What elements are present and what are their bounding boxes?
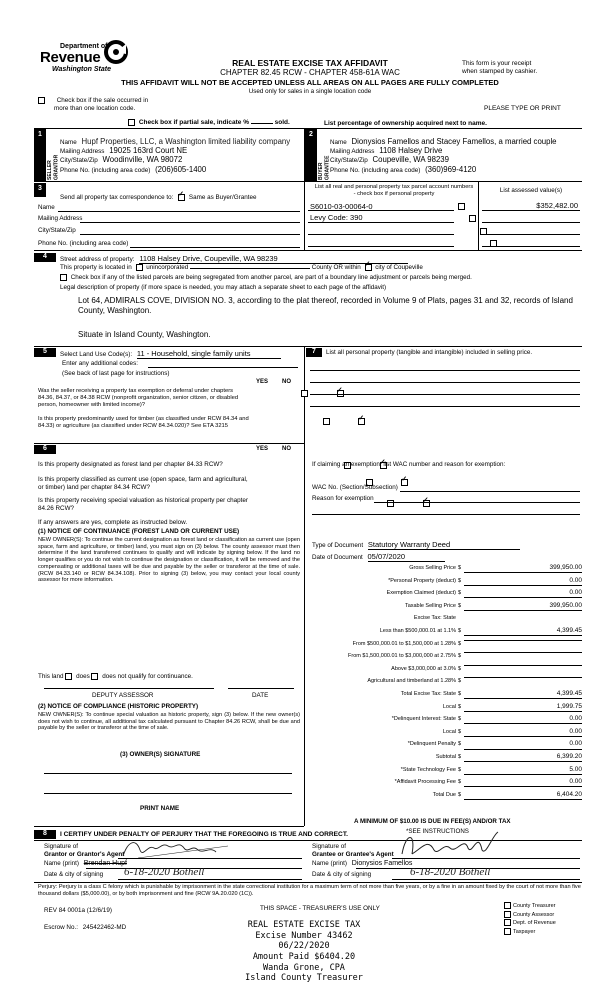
parcel-header: List all real and personal property tax parcel account numbers - check box if personal property <box>314 184 474 198</box>
buyer-num: 2 <box>309 131 313 138</box>
escrow-label: Escrow No.: <box>44 924 78 931</box>
dollar-sign: $ <box>458 716 462 723</box>
financial-row-label: Local <box>442 728 456 735</box>
financial-row-value[interactable]: 0.00 <box>464 778 582 787</box>
land-use-field[interactable]: 11 - Household, single family units <box>137 349 281 359</box>
financial-row-label: Less than $500,000.01 at 1.1% <box>379 628 456 634</box>
seller-name-field[interactable]: Hupf Properties, LLC, a Washington limited liability company <box>81 137 291 146</box>
financial-row-value[interactable]: 4,399.45 <box>464 690 582 699</box>
copy-checkbox[interactable] <box>504 919 511 926</box>
financial-row-label: *Delinquent Penalty <box>407 741 456 748</box>
financial-row-value[interactable]: 0.00 <box>464 728 582 737</box>
financial-row <box>312 704 584 714</box>
financial-row-label: *State Technology Fee <box>400 766 456 773</box>
financial-row-value[interactable] <box>464 665 582 666</box>
receipt-note-2: when stamped by cashier. <box>462 68 538 75</box>
stamp-line: Island County Treasurer <box>245 973 363 984</box>
unincorporated-label: unincorporated <box>146 264 189 272</box>
grantor-name-field[interactable]: Brendan Hupf <box>83 860 127 867</box>
corr-address-label: Mailing Address <box>38 215 83 222</box>
doc-date-row <box>312 552 445 562</box>
financial-row-value[interactable]: 5.00 <box>464 766 582 775</box>
financial-row <box>312 716 584 726</box>
minimum-due-note: A MINIMUM OF $10.00 IS DUE IN FEE(S) AND/OR TAX <box>354 818 511 825</box>
levy-code-field[interactable]: Levy Code: 390 <box>310 213 363 222</box>
seller-city-row <box>60 155 182 165</box>
financial-row-label: From $1,500,000.01 to $3,000,000 at 2.75% <box>348 653 456 660</box>
buyer-address-label: Mailing Address <box>330 148 375 155</box>
financial-row-label: *Personal Property (deduct) <box>388 577 456 584</box>
notice2-body: NEW OWNER(S): To continue special valuation as historic property, sign (3) below. If the new owner(s) does not wish to continue, all additional tax calculated pursuant to Chapter 84.26 RCW, shall be due and payable by the seller or transferor at the time of sale. <box>38 712 300 732</box>
corr-city-label: City/State/Zip <box>38 227 76 234</box>
partial-sale-row <box>128 119 290 127</box>
segregated-label: Check box if any of the listed parcels are being segregated from another parcel, are part of a boundary line adjustment or parcels being merged. <box>70 274 472 282</box>
section8-badge <box>34 830 56 839</box>
dollar-sign: $ <box>458 741 462 748</box>
segregated-row <box>60 274 472 282</box>
s6-q1: Is this property designated as forest land per chapter 84.33 RCW? <box>38 461 223 468</box>
treasurer-use-label: THIS SPACE - TREASURER'S USE ONLY <box>260 905 380 912</box>
stamp-line: Excise Number 43462 <box>255 930 353 941</box>
financial-row <box>312 691 584 701</box>
perjury-statement: Perjury: Perjury is a class C felony which is punishable by imprisonment in the state correctional institution for a maximum term of not more than five years, or by a fine in an amount fixed by the court of not more than five thousand dollars ($5,000.00), or by both imprisonment and fine (RCW 9A.20.020 (1C)). <box>38 884 581 897</box>
s6-q2: Is this property classified as current use (open space, farm and agricultural, or timber) land per chapter 84.34 RCW? <box>38 476 248 491</box>
section5-num: 5 <box>43 348 47 355</box>
assessed-header: List assessed value(s) <box>499 187 563 194</box>
grantee-date-label: Date & city of signing <box>312 871 372 878</box>
seller-side-bar <box>34 128 46 181</box>
partial-sale-label: Check box if partial sale, indicate % <box>138 119 249 127</box>
dollar-sign: $ <box>458 703 462 710</box>
additional-codes-label: Enter any additional codes: <box>62 360 138 367</box>
dollar-sign: $ <box>458 766 462 773</box>
dollar-sign: $ <box>458 590 462 597</box>
financial-row <box>312 628 584 638</box>
section4-badge <box>34 253 56 262</box>
financial-row <box>312 792 584 802</box>
deputy-assessor-label: DEPUTY ASSESSOR <box>92 692 154 699</box>
financial-row <box>312 653 584 663</box>
dollar-sign: $ <box>458 665 462 672</box>
multi-location-label-1: Check box if the sale occurred in <box>56 97 149 105</box>
buyer-side-label: BUYER GRANTEE <box>318 155 331 180</box>
certify-statement: I CERTIFY UNDER PENALTY OF PERJURY THAT THE FOREGOING IS TRUE AND CORRECT. <box>60 831 348 838</box>
buyer-phone-field[interactable]: (360)969-4120 <box>425 165 477 174</box>
within-city-checkbox[interactable] <box>365 264 372 271</box>
logo-line2: Revenue <box>40 49 101 66</box>
section6-badge <box>34 445 56 454</box>
financial-row-label: Local <box>442 703 456 710</box>
same-as-buyer-label: Same as Buyer/Grantee <box>188 194 257 202</box>
doc-type-label: Type of Document <box>312 542 364 549</box>
section3-badge <box>34 183 46 197</box>
see-instructions-note: *SEE INSTRUCTIONS <box>406 828 469 835</box>
section6-num: 6 <box>43 445 47 452</box>
financial-row <box>312 603 584 613</box>
seller-phone-row <box>60 165 206 175</box>
dollar-sign: $ <box>458 577 462 584</box>
land-use-row <box>60 349 281 359</box>
grantor-date-field[interactable]: 6-18-2020 Bothell <box>124 866 205 878</box>
financial-row-label: Gross Selling Price <box>409 565 456 571</box>
reason-label: Reason for exemption <box>312 495 374 502</box>
dollar-sign: $ <box>458 640 462 647</box>
s6-if-yes: If any answers are yes, complete as instructed below. <box>38 519 188 526</box>
logo-line1: Department of <box>60 43 108 50</box>
copy-item: County Treasurer <box>504 902 556 911</box>
buyer-phone-row <box>330 165 476 175</box>
doc-date-label: Date of Document <box>312 554 363 561</box>
see-back-label: (See back of last page for instructions) <box>62 370 170 377</box>
financial-row-label: From $500,000.01 to $1,500,000 at 1.28% <box>352 640 456 647</box>
section3-num: 3 <box>38 185 42 192</box>
grantee-date-field[interactable]: 6-18-2020 Bothell <box>410 866 491 878</box>
grantee-sig-label-2: Grantee or Grantee's Agent <box>312 851 394 858</box>
dollar-sign: $ <box>458 628 462 634</box>
deputy-date-label: DATE <box>252 692 269 699</box>
s6-q2-no[interactable] <box>401 479 408 486</box>
seller-phone-label: Phone No. (including area code) <box>60 167 151 174</box>
buyer-address-field[interactable]: 1108 Halsey Drive <box>379 146 443 155</box>
print-name-label: PRINT NAME <box>140 805 180 812</box>
notice1-title: (1) NOTICE OF CONTINUANCE (FOREST LAND OR CURRENT USE) <box>38 528 240 535</box>
financial-row-value[interactable]: 0.00 <box>464 715 582 724</box>
stamp-line: REAL ESTATE EXCISE TAX <box>247 920 361 930</box>
parcel-number-field[interactable]: S6010-03-00064-0 <box>310 202 373 211</box>
buyer-side-bar <box>305 128 317 181</box>
s5-q1: Was the seller receiving a property tax exemption or deferral under chapters 84.36, 84.37, or 84.38 RCW (nonprofit organization, senior citizen, or disabled person, homeowner with limited income)? <box>38 388 239 409</box>
seller-num: 1 <box>38 131 42 138</box>
financial-row-label: *Affidavit Processing Fee <box>394 779 456 786</box>
wac-label: WAC No. (Section/Subsection) <box>312 484 398 491</box>
financial-row-label: Above $3,000,000 at 3.0% <box>391 665 456 672</box>
same-as-buyer-checkbox[interactable] <box>178 194 185 201</box>
financial-row <box>312 565 584 575</box>
dollar-sign: $ <box>458 791 462 798</box>
dor-logo <box>38 40 128 78</box>
copy-item: County Assessor <box>504 911 556 920</box>
correspondence-row <box>60 194 256 202</box>
financial-row-value[interactable] <box>464 677 582 678</box>
financial-row-value[interactable]: 0.00 <box>464 740 582 749</box>
segregated-checkbox[interactable] <box>60 274 67 281</box>
street-address-label: Street address of property: <box>60 256 135 263</box>
receipt-note-1: This form is your receipt <box>462 60 532 67</box>
financial-row-label: Taxable Selling Price <box>404 602 456 609</box>
copy-distribution <box>504 902 556 936</box>
seller-phone-field[interactable]: (206)605-1400 <box>155 165 207 174</box>
grantee-name-label: Name (print) <box>312 860 347 867</box>
single-location-note: Used only for sales in a single location code <box>248 88 372 95</box>
s5-yes-header: YES <box>256 379 269 385</box>
financial-row-value[interactable]: 1,999.75 <box>464 703 582 712</box>
escrow-number: 245422462-MD <box>82 924 127 931</box>
seller-city-label: City/State/Zip <box>60 157 98 164</box>
buyer-city-field[interactable]: Coupeville, WA 98239 <box>372 155 449 164</box>
financial-row-label: Total Due <box>432 791 456 798</box>
assessed-value-field[interactable]: $352,482.00 <box>536 201 578 210</box>
land-qualify-label: This land <box>38 673 64 681</box>
seller-city-field[interactable]: Woodinville, WA 98072 <box>102 155 183 164</box>
financial-row <box>312 754 584 764</box>
stamp-line: Wanda Grone, CPA <box>263 962 345 973</box>
grantee-name-field[interactable]: Dionysios Famellos <box>351 860 413 867</box>
dor-logo-mark-icon <box>104 40 128 66</box>
buyer-city-row <box>330 155 449 165</box>
dollar-sign: $ <box>458 602 462 609</box>
copy-checkbox[interactable] <box>504 911 511 918</box>
seller-address-field[interactable]: 19025 163rd Court NE <box>109 146 188 155</box>
grantor-date-label: Date & city of signing <box>44 871 104 878</box>
section7-badge <box>306 348 322 357</box>
section7-num: 7 <box>312 348 316 355</box>
logo-line3: Washington State <box>52 66 111 73</box>
buyer-name-label: Name <box>330 139 347 146</box>
grantor-name-label: Name (print) <box>44 860 79 867</box>
exemption-label: If claiming an exemption, list WAC number and reason for exemption: <box>312 461 506 468</box>
financial-row-value[interactable] <box>464 652 582 653</box>
dollar-sign: $ <box>458 678 462 685</box>
financial-row <box>312 729 584 739</box>
s5-q2-yes[interactable] <box>323 418 330 425</box>
dollar-sign: $ <box>458 565 462 571</box>
seller-name-label: Name <box>60 139 77 146</box>
notice1-body: NEW OWNER(S): To continue the current designation as forest land or classification as current use (open space, farm and agriculture, or timber) land, you must sign on (3) below. The county assessor must then determine if the land transferred continues to qualify and will indicate by signing below. If the land no longer qualifies or you do not wish to continue the designation or classification, it will be removed and the compensating or additional taxes will be due and payable by the seller or transferor at the time of sale. (RCW 84.33.140 or RCW 84.34.108). Prior to signing (3) below, you may contact your local county assessor for more information. <box>38 537 300 584</box>
section4-num: 4 <box>43 253 47 260</box>
financial-row <box>312 615 584 625</box>
legal-label: Legal description of property (if more space is needed, you may attach a separate sheet to each page of the affidavit) <box>60 284 387 291</box>
financial-row-label: Subtotal <box>435 754 456 760</box>
financial-row-value[interactable]: 0.00 <box>464 589 582 598</box>
s5-q2-no[interactable] <box>358 418 365 425</box>
partial-sale-sold: sold. <box>274 119 290 127</box>
financial-row <box>312 666 584 676</box>
form-warning: THIS AFFIDAVIT WILL NOT BE ACCEPTED UNLESS ALL AREAS ON ALL PAGES ARE FULLY COMPLETED <box>121 78 499 87</box>
form-number: REV 84 0001a (12/6/19) <box>44 907 112 914</box>
ownership-note: List percentage of ownership acquired next to name. <box>324 120 487 127</box>
copy-item: Taxpayer <box>504 928 556 937</box>
copy-checkbox[interactable] <box>504 902 511 909</box>
seller-address-label: Mailing Address <box>60 148 105 155</box>
financial-row-value[interactable]: 6,404.20 <box>464 791 582 800</box>
form-title: REAL ESTATE EXCISE TAX AFFIDAVIT <box>232 58 388 68</box>
financial-row <box>312 779 584 789</box>
legal-description-1[interactable]: Lot 64, ADMIRALS COVE, DIVISION NO. 3, according to the plat thereof, recorded in Volume 9 of Plats, pages 31 and 32, records of Island County, Washington. <box>78 296 573 316</box>
financial-row-value[interactable]: 0.00 <box>464 577 582 586</box>
escrow-row <box>44 924 126 932</box>
located-label: This property is located in <box>60 264 132 272</box>
financial-row <box>312 590 584 600</box>
financial-row-label: Exemption Claimed (deduct) <box>386 590 456 597</box>
s5-q1-yes[interactable] <box>301 390 308 397</box>
financial-row-label: Total Excise Tax: State <box>400 691 456 697</box>
section8-num: 8 <box>43 830 47 837</box>
grantor-sig-label-2: Grantor or Grantor's Agent <box>44 851 125 858</box>
county-or-label: County OR within <box>311 264 361 272</box>
land-does-label: does <box>76 673 90 681</box>
financial-row-value[interactable]: 399,950.00 <box>464 602 582 611</box>
buyer-city-label: City/State/Zip <box>330 157 368 164</box>
financial-row-label: *Delinquent Interest: State <box>391 716 456 723</box>
financial-row-value[interactable]: 4,399.45 <box>464 627 582 636</box>
dollar-sign: $ <box>458 653 462 660</box>
street-address-field[interactable]: 1108 Halsey Drive, Coupeville, WA 98239 <box>139 254 407 264</box>
unincorporated-checkbox[interactable] <box>136 264 143 271</box>
doc-type-field[interactable]: Statutory Warranty Deed <box>368 540 520 550</box>
personal-property-label: List all personal property (tangible and intangible) included in selling price. <box>326 349 533 356</box>
legal-description-2[interactable]: Situate in Island County, Washington. <box>78 330 211 339</box>
s5-no-header: NO <box>282 379 291 385</box>
financial-row <box>312 767 584 777</box>
stamp-line: Amount Paid $6404.20 <box>252 951 356 962</box>
city-of-label: city of Coupeville <box>375 264 423 272</box>
land-use-label: Select Land Use Code(s): <box>60 351 133 358</box>
multi-location-label-2: more than one location code. <box>54 105 136 112</box>
dollar-sign: $ <box>458 779 462 786</box>
location-row <box>60 264 423 272</box>
copy-checkbox[interactable] <box>504 928 511 935</box>
land-does-not-label: does not qualify for continuance. <box>102 673 193 681</box>
land-does-checkbox[interactable] <box>65 673 72 680</box>
stamp-line: 06/22/2020 <box>278 941 330 952</box>
treasurer-stamp <box>214 920 394 984</box>
section5-badge <box>34 348 56 357</box>
s5-q2: Is this property predominantly used for timber (as classified under RCW 84.34 and 84.33) or agriculture (as classified under RCW 84.34.020)? See ETA 3215 <box>38 416 249 430</box>
corr-phone-label: Phone No. (including area code) <box>38 240 129 247</box>
print-note: PLEASE TYPE OR PRINT <box>484 105 561 112</box>
financial-row <box>312 578 584 588</box>
grantee-signature[interactable] <box>394 828 514 860</box>
owner-signature-label: (3) OWNER(S) SIGNATURE <box>120 751 201 758</box>
financial-row-value[interactable] <box>464 640 582 641</box>
financial-row <box>312 641 584 651</box>
parcel-personal-checkbox-2[interactable] <box>469 215 476 222</box>
correspondence-label: Send all property tax correspondence to: <box>60 194 174 202</box>
buyer-phone-label: Phone No. (including area code) <box>330 167 421 174</box>
buyer-name-field[interactable]: Dionysios Famellos and Stacey Famellos, a married couple <box>351 137 557 146</box>
s6-no-header: NO <box>282 446 291 452</box>
parcel-personal-checkbox-1[interactable] <box>458 203 465 210</box>
grantee-sig-label-1: Signature of <box>312 843 346 850</box>
copy-item: Dept. of Revenue <box>504 919 556 928</box>
financial-row <box>312 678 584 688</box>
land-qualify-row <box>38 673 193 681</box>
dollar-sign: $ <box>458 754 462 760</box>
dollar-sign: $ <box>458 691 462 697</box>
form-chapter: CHAPTER 82.45 RCW - CHAPTER 458-61A WAC <box>220 68 400 77</box>
street-address-row <box>60 254 408 264</box>
multi-location-checkbox[interactable] <box>38 97 45 104</box>
financial-row <box>312 741 584 751</box>
doc-date-field[interactable]: 05/07/2020 <box>368 552 446 562</box>
seller-side-label: SELLER GRANTOR <box>47 154 60 180</box>
financial-row-label: Agricultural and timberland at 1.28% <box>367 678 456 685</box>
dollar-sign: $ <box>458 728 462 735</box>
financial-row-value[interactable]: 399,950.00 <box>464 564 582 573</box>
partial-sale-checkbox[interactable] <box>128 119 135 126</box>
financial-row-value[interactable]: 6,399.20 <box>464 753 582 762</box>
doc-type-row <box>312 540 520 550</box>
multi-location-checkbox-row[interactable] <box>38 97 148 105</box>
corr-name-label: Name <box>38 204 55 211</box>
land-does-not-checkbox[interactable] <box>91 673 98 680</box>
s6-yes-header: YES <box>256 446 269 452</box>
notice2-title: (2) NOTICE OF COMPLIANCE (HISTORIC PROPERTY) <box>38 703 199 710</box>
grantor-sig-label-1: Signature of <box>44 843 78 850</box>
financial-row-label: Excise Tax: State <box>413 615 456 622</box>
s6-q3: Is this property receiving special valuation as historical property per chapter 84.26 RCW? <box>38 497 248 512</box>
